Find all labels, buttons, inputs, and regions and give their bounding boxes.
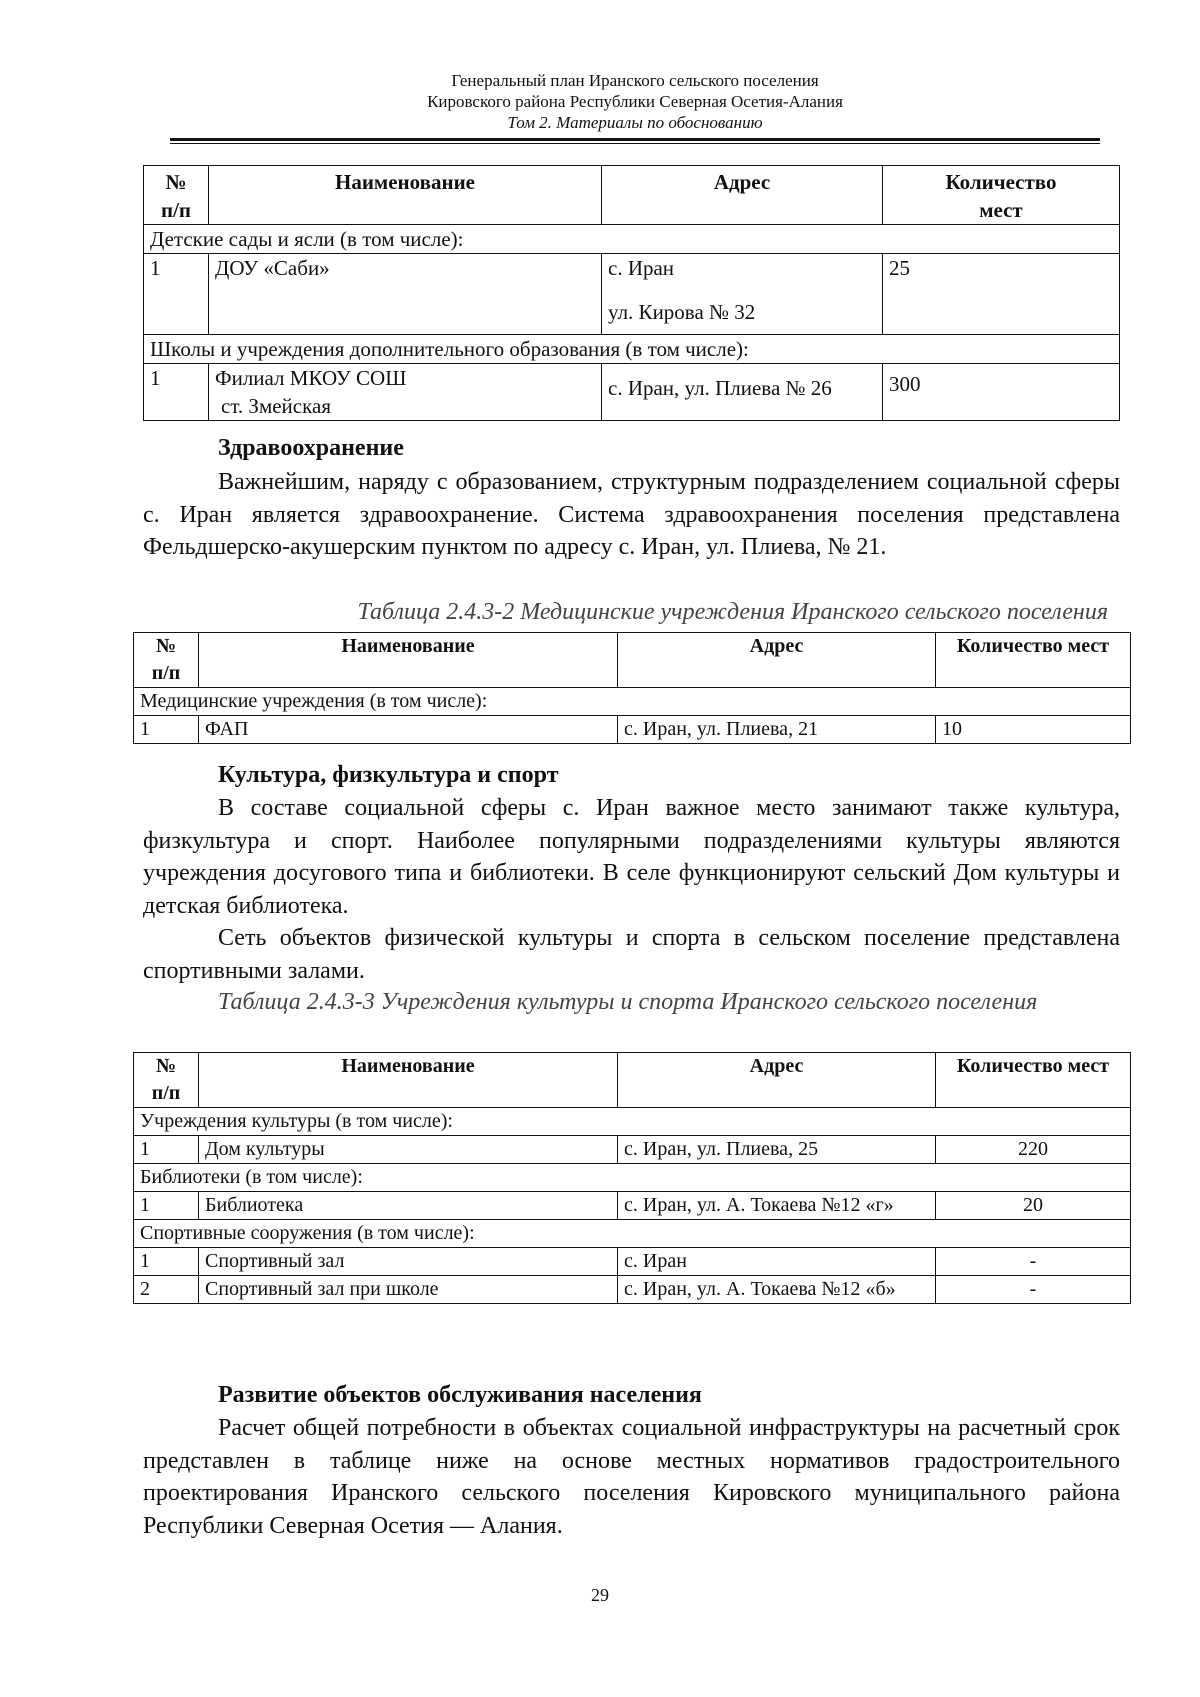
count-text: 300 [889,372,921,396]
col-header-address: Адрес [618,633,936,688]
table-group-row [134,1220,1131,1248]
header-line-1: Генеральный план Иранского сельского поселения [451,71,819,90]
page-number: 29 [591,1585,609,1605]
cell-num: 1 [134,1192,199,1220]
table-header-row [134,633,1131,688]
col-header-num: № п/п [144,166,209,225]
paragraph-development-text: Расчет общей потребности в объектах социальной инфраструктуры на расчетный срок представлен в таблице ниже на основе местных нормативов градостроительного проектирования Иранского сельского поселения Кировского муниципального района Республики Северная Осетия — Алания. [143,1415,1120,1539]
col-header-name: Наименование [199,633,618,688]
col-header-address: Адрес [602,166,883,225]
cell-name: Спортивный зал при школе [199,1276,618,1304]
group-label: Детские сады и ясли (в том числе): [144,225,1120,254]
header-line-3: Том 2. Материалы по обоснованию [507,113,763,132]
paragraph-culture-1-text: В составе социальной сферы с. Иран важное место занимают также культура, физкультура и спорт. Наиболее популярными подразделениями культуры являются учреждения досугового типа и библиотеки. В селе функционируют сельский Дом культуры и детская библиотека. [143,795,1120,919]
group-label: Учреждения культуры (в том числе): [134,1108,1131,1136]
table-row [144,364,1120,421]
culture-sport-table [133,1052,1131,1304]
cell-num: 2 [134,1276,199,1304]
cell-num: 1 [134,1248,199,1276]
table-row [134,1276,1131,1304]
medical-table [133,632,1131,744]
cell-count: - [936,1248,1131,1276]
paragraph-development [143,1412,1120,1542]
col-header-name: Наименование [209,166,602,225]
table-row [134,716,1131,744]
education-table [143,165,1120,421]
table-header-row [134,1053,1131,1108]
header-rule-thin [170,143,1100,144]
cell-name: Спортивный зал [199,1248,618,1276]
col-header-count: Количество мест [883,166,1120,225]
cell-address: с. Иран, ул. А. Токаева №12 «б» [618,1276,936,1304]
header-line-2: Кировского района Республики Северная Осетия-Алания [427,92,843,111]
cell-address: с. Иран, ул. Плиева, 25 [618,1136,936,1164]
cell-address: с. Иран [618,1248,936,1276]
col-header-num: № п/п [134,1053,199,1108]
table-header-row [144,166,1120,225]
cell-address [602,254,883,335]
cell-name: ФАП [199,716,618,744]
col-header-num: № п/п [134,633,199,688]
table-row [134,1248,1131,1276]
col-header-count: Количество мест [936,1053,1131,1108]
cell-address: с. Иран, ул. Плиева, 21 [618,716,936,744]
table-group-row [144,225,1120,254]
cell-count: 20 [936,1192,1131,1220]
running-header [170,70,1100,133]
table-group-row [134,1164,1131,1192]
group-label: Школы и учреждения дополнительного образования (в том числе): [144,335,1120,364]
group-label: Спортивные сооружения (в том числе): [134,1220,1131,1248]
table-caption-3-text: Таблица 2.4.3-3 Учреждения культуры и спорта Иранского сельского поселения [218,989,1038,1015]
table-row [134,1136,1131,1164]
name-line-1: Филиал МКОУ СОШ [215,366,407,390]
cell-count [883,364,1120,421]
table-group-row [134,1108,1131,1136]
group-label: Медицинские учреждения (в том числе): [134,688,1131,716]
paragraph-culture-1 [143,792,1120,922]
section-title-culture: Культура, физкультура и спорт [218,762,559,788]
cell-count: 220 [936,1136,1131,1164]
address-line-1: с. Иран [608,256,675,280]
cell-count: 25 [883,254,1120,335]
cell-name [209,364,602,421]
col-header-count: Количество мест [936,633,1131,688]
paragraph-health-text: Важнейшим, наряду с образованием, структурным подразделением социальной сферы с. Иран является здравоохранение. Система здравоохранения поселения представлена Фельдшерско-акушерским пунктом по адресу с. Иран, ул. Плиева, № 21. [143,469,1120,560]
address-text: с. Иран, ул. Плиева № 26 [608,376,832,400]
header-rule-thick [170,138,1100,141]
cell-count: 10 [936,716,1131,744]
cell-count: - [936,1276,1131,1304]
col-header-name: Наименование [199,1053,618,1108]
cell-num: 1 [144,364,209,421]
section-title-health: Здравоохранение [218,435,404,461]
cell-address: с. Иран, ул. А. Токаева №12 «г» [618,1192,936,1220]
table-row [134,1192,1131,1220]
paragraph-culture-2 [143,922,1120,987]
cell-num: 1 [134,716,199,744]
table-caption-2: Таблица 2.4.3-2 Медицинские учреждения Иранского сельского поселения [357,599,1108,625]
cell-address [602,364,883,421]
section-title-development: Развитие объектов обслуживания населения [218,1382,702,1408]
cell-num: 1 [144,254,209,335]
table-group-row [134,688,1131,716]
cell-name: Дом культуры [199,1136,618,1164]
cell-num: 1 [134,1136,199,1164]
group-label: Библиотеки (в том числе): [134,1164,1131,1192]
cell-name: ДОУ «Саби» [209,254,602,335]
col-header-address: Адрес [618,1053,936,1108]
table-row [144,254,1120,335]
paragraph-culture-2-text: Сеть объектов физической культуры и спорта в сельском поселение представлена спортивными залами. [143,925,1120,984]
address-line-2: ул. Кирова № 32 [608,300,756,324]
paragraph-health [143,466,1120,564]
table-caption-3 [143,986,1120,1018]
table-group-row [144,335,1120,364]
cell-name: Библиотека [199,1192,618,1220]
name-line-2: ст. Змейская [221,394,331,418]
